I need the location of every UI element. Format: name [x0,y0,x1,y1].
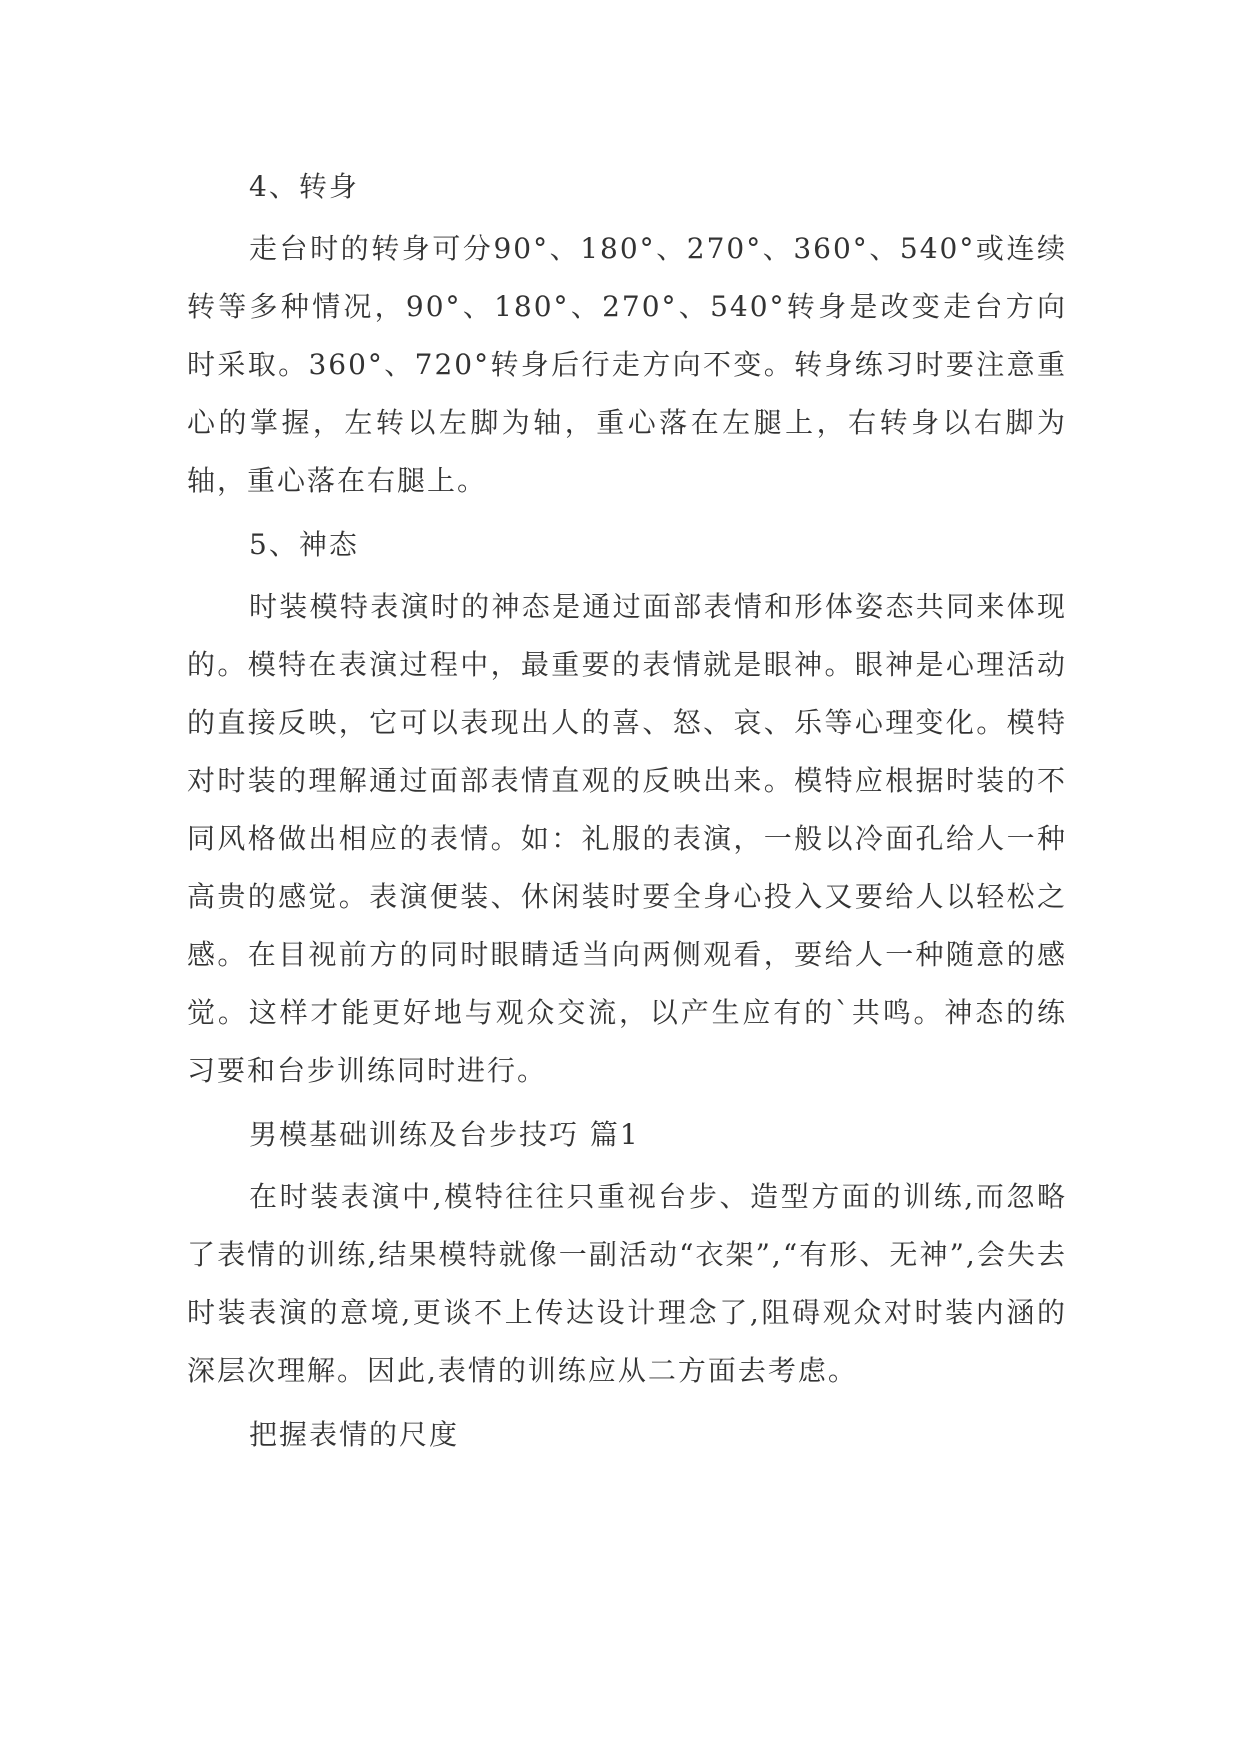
paragraph-turning: 走台时的转身可分90°、180°、270°、360°、540°或连续转等多种情况，90°、180°、270°、540°转身是改变走台方向时采取。360°、720°转身后行走方向不变。转身练习时要注意重心的掌握，左转以左脚为轴，重心落在左腿上，右转身以右脚为轴，重心落在右腿上。 [187,232,1067,497]
document-body [187,158,1067,1468]
subheading-expression-scale: 把握表情的尺度 [249,1418,460,1451]
section-heading-expression: 5、神态 [249,528,359,561]
paragraph-article-intro: 在时装表演中,模特往往只重视台步、造型方面的训练,而忽略了表情的训练,结果模特就像一副活动“衣架”,“有形、无神”,会失去时装表演的意境,更谈不上传达设计理念了,阻碍观众对时装内涵的深层次理解。因此,表情的训练应从二方面去考虑。 [187,1180,1067,1387]
article-heading: 男模基础训练及台步技巧 篇1 [249,1118,640,1151]
section-heading-turning: 4、转身 [249,170,359,203]
paragraph-expression: 时装模特表演时的神态是通过面部表情和形体姿态共同来体现的。模特在表演过程中，最重要的表情就是眼神。眼神是心理活动的直接反映，它可以表现出人的喜、怒、哀、乐等心理变化。模特对时装的理解通过面部表情直观的反映出来。模特应根据时装的不同风格做出相应的表情。如：礼服的表演，一般以冷面孔给人一种高贵的感觉。表演便装、休闲装时要全身心投入又要给人以轻松之感。在目视前方的同时眼睛适当向两侧观看，要给人一种随意的感觉。这样才能更好地与观众交流，以产生应有的`共鸣。神态的练习要和台步训练同时进行。 [187,590,1067,1087]
